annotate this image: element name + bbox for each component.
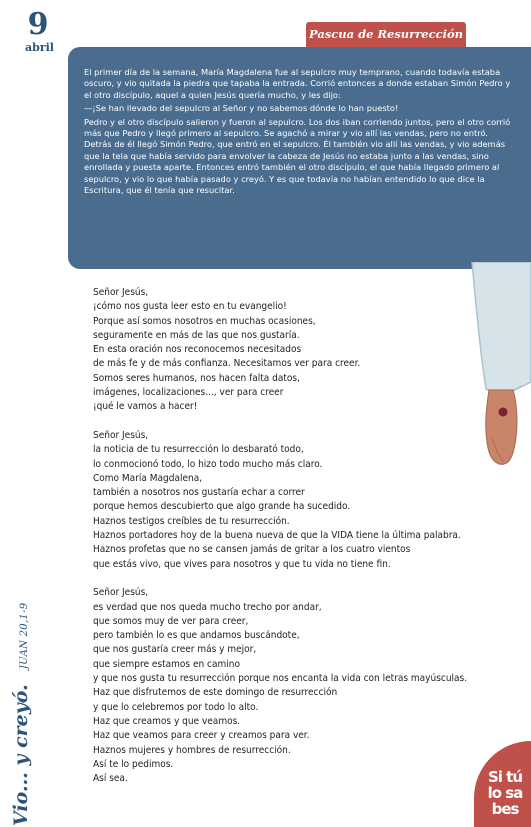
- date-month: abril: [25, 41, 54, 54]
- prayer-line: Como María Magdalena,: [93, 472, 203, 484]
- prayer-line: la noticia de tu resurrección lo desbarató todo,: [93, 444, 304, 456]
- prayer-line: Porque así somos nosotros en muchas ocasiones,: [93, 315, 316, 327]
- prayer-line: y que lo celebremos por todo lo alto.: [93, 701, 259, 713]
- logo-lettering: Si tú lo sa bes: [487, 768, 523, 818]
- prayer-line: Haznos mujeres y hombres de resurrección.: [93, 744, 291, 756]
- prayer-line: también a nosotros nos gustaría echar a correr: [93, 487, 305, 499]
- prayer-line: Señor Jesús,: [93, 429, 149, 441]
- prayer-line: En esta oración nos reconocemos necesitados: [93, 344, 302, 356]
- prayer-line: ¡cómo nos gusta leer esto en tu evangelio!: [93, 301, 287, 313]
- prayer-line: imágenes, localizaciones..., ver para creer: [93, 387, 284, 399]
- side-title-main: Vio... y creyó.: [10, 684, 32, 826]
- prayer-line: Señor Jesús,: [93, 287, 149, 298]
- prayer-line: porque hemos descubierto que algo grande ha sucedido.: [93, 501, 351, 513]
- prayer-line: lo conmocionó todo, lo hizo todo mucho más claro.: [93, 458, 323, 470]
- prayer-line: Haz que disfrutemos de este domingo de resurrección: [93, 687, 338, 699]
- prayer-line: Señor Jesús,: [93, 587, 149, 599]
- date-block: [25, 7, 54, 54]
- date-day: 9: [27, 7, 49, 42]
- prayer-line: ¡qué le vamos a hacer!: [93, 401, 198, 413]
- prayer-line: pero también lo es que andamos buscándote,: [93, 630, 300, 642]
- prayer-line: de más fe y de más confianza. Necesitamos ver para creer.: [93, 358, 361, 370]
- prayer-line: Haz que veamos para creer y creamos para ver.: [93, 730, 310, 742]
- prayer-line: Haznos testigos creíbles de tu resurrección.: [93, 515, 290, 527]
- prayer-line: Así te lo pedimos.: [93, 758, 174, 770]
- prayer-line: y que nos gusta tu resurrección porque nos encanta la vida con letras mayúsculas.: [93, 673, 468, 685]
- prayer-stanza: [93, 286, 523, 415]
- prayer-line: seguramente en más de las que nos gustaría.: [93, 329, 300, 341]
- prayer-stanza: [93, 586, 523, 786]
- prayer-line: Haznos portadores hoy de la buena nueva de que la VIDA tiene la última palabra.: [93, 530, 461, 542]
- prayer-line: que siempre estamos en camino: [93, 658, 240, 670]
- gospel-paragraph: Pedro y el otro discípulo salieron y fueron al sepulcro. Los dos iban corriendo juntos, pero el otro corrió más que Pedro y llegó primero al sepulcro. Se agachó a mirar y vio allí las vendas, pero no entró. Detrás de él llegó Simón Pedro, que entró en el sepulcro. Él también vio allí las vendas, y vio además que la tela que había servido para envolver la cabeza de Jesús no estaba junto a las vendas, sino enrollada y puesta aparte. Entonces entró también el otro discípulo, el que había llegado primero al sepulcro, y vio lo que había pasado y creyó. Y es que todavía no habían entendido lo que dice la Escritura, que él tenía que resucitar.: [84, 116, 511, 196]
- liturgical-season-tab: Pascua de Resurrección: [306, 22, 466, 47]
- scripture-reference: JUAN 20,1-9: [19, 602, 30, 670]
- prayer-line: Así sea.: [93, 773, 128, 785]
- prayer-line: que estás vivo, que vives para nosotros y que tu vida no tiene fin.: [93, 558, 391, 570]
- prayer-stanza: [93, 429, 523, 572]
- prayer-line: Haznos profetas que no se cansen jamás de gritar a los cuatro vientos: [93, 544, 411, 556]
- prayer-line: Somos seres humanos, nos hacen falta datos,: [93, 372, 300, 384]
- side-title: [10, 603, 32, 826]
- gospel-reading-box: [68, 47, 531, 269]
- prayer-text: [93, 286, 523, 786]
- prayer-line: es verdad que nos queda mucho trecho por andar,: [93, 601, 322, 613]
- gospel-paragraph: El primer día de la semana, María Magdalena fue al sepulcro muy temprano, cuando todavía estaba oscuro, y vio quitada la piedra que tapaba la entrada. Corrió entonces a donde estaban Simón Pedro y el otro discípulo, aquel a quien Jesús quería mucho, y les dijo:: [84, 67, 511, 100]
- gospel-paragraph: —¡Se han llevado del sepulcro al Señor y no sabemos dónde lo han puesto!: [84, 103, 399, 114]
- prayer-line: que nos gustaría creer más y mejor,: [93, 644, 257, 656]
- prayer-line: Haz que creamos y que veamos.: [93, 715, 241, 727]
- prayer-line: que somos muy de ver para creer,: [93, 615, 249, 627]
